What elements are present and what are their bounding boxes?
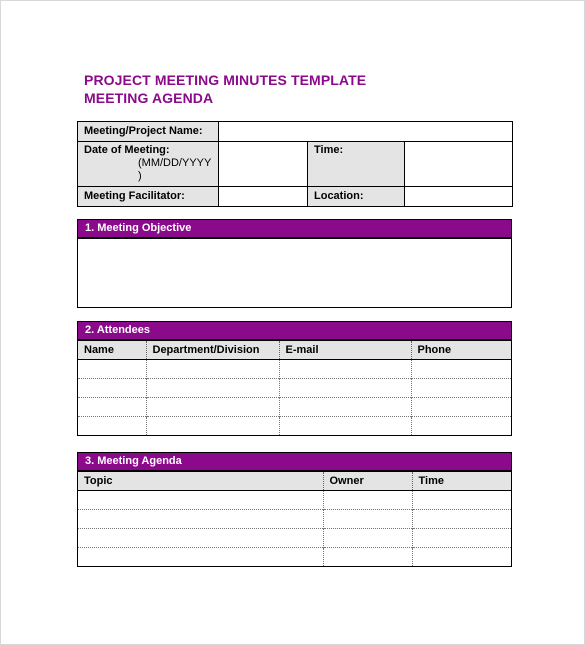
project-name-field[interactable]: [219, 122, 513, 142]
agenda-topic-cell[interactable]: [78, 529, 323, 548]
attendee-department-cell[interactable]: [146, 398, 279, 417]
agenda-owner-cell[interactable]: [323, 529, 412, 548]
table-row: [78, 529, 511, 548]
attendee-email-cell[interactable]: [279, 379, 411, 398]
objective-heading: 1. Meeting Objective: [78, 220, 511, 239]
objective-field[interactable]: [78, 239, 511, 305]
project-name-label: Meeting/Project Name:: [78, 122, 219, 142]
agenda-section: [77, 452, 512, 567]
attendees-heading: 2. Attendees: [78, 322, 511, 341]
attendee-phone-cell[interactable]: [411, 360, 511, 379]
time-label: Time:: [308, 142, 405, 187]
agenda-table: [78, 472, 511, 566]
attendee-name-cell[interactable]: [78, 398, 146, 417]
table-row: [78, 360, 511, 379]
agenda-topic-cell[interactable]: [78, 548, 323, 567]
agenda-owner-cell[interactable]: [323, 510, 412, 529]
attendees-col-name: Name: [78, 341, 146, 360]
attendee-email-cell[interactable]: [279, 417, 411, 436]
attendee-department-cell[interactable]: [146, 360, 279, 379]
agenda-owner-cell[interactable]: [323, 491, 412, 510]
agenda-topic-cell[interactable]: [78, 510, 323, 529]
agenda-time-cell[interactable]: [412, 491, 511, 510]
objective-section: [77, 219, 512, 308]
attendee-email-cell[interactable]: [279, 360, 411, 379]
agenda-col-topic: Topic: [78, 472, 323, 491]
meeting-info-table: [77, 121, 513, 207]
document-subtitle: MEETING AGENDA: [84, 90, 214, 106]
facilitator-field[interactable]: [219, 187, 308, 207]
table-row: [78, 379, 511, 398]
table-row: [78, 417, 511, 436]
date-label: Date of Meeting:: [84, 144, 170, 156]
table-row: [78, 398, 511, 417]
date-label-cell: [78, 142, 219, 187]
date-format-hint-close: ): [138, 170, 142, 182]
table-row: [78, 491, 511, 510]
attendees-col-phone: Phone: [411, 341, 511, 360]
attendees-col-email: E-mail: [279, 341, 411, 360]
attendees-table: [78, 341, 511, 435]
attendee-name-cell[interactable]: [78, 360, 146, 379]
time-field[interactable]: [405, 142, 513, 187]
attendee-name-cell[interactable]: [78, 379, 146, 398]
facilitator-label: Meeting Facilitator:: [78, 187, 219, 207]
attendees-section: [77, 321, 512, 436]
table-row: [78, 510, 511, 529]
agenda-col-time: Time: [412, 472, 511, 491]
agenda-col-owner: Owner: [323, 472, 412, 491]
date-format-hint: (MM/DD/YYYY: [138, 157, 212, 169]
attendees-col-department: Department/Division: [146, 341, 279, 360]
attendee-email-cell[interactable]: [279, 398, 411, 417]
document-title: PROJECT MEETING MINUTES TEMPLATE: [84, 72, 367, 88]
agenda-heading: 3. Meeting Agenda: [78, 453, 511, 472]
agenda-time-cell[interactable]: [412, 529, 511, 548]
attendee-department-cell[interactable]: [146, 379, 279, 398]
location-field[interactable]: [405, 187, 513, 207]
agenda-time-cell[interactable]: [412, 548, 511, 567]
attendee-name-cell[interactable]: [78, 417, 146, 436]
agenda-owner-cell[interactable]: [323, 548, 412, 567]
date-field[interactable]: [219, 142, 308, 187]
agenda-time-cell[interactable]: [412, 510, 511, 529]
attendee-phone-cell[interactable]: [411, 379, 511, 398]
attendee-phone-cell[interactable]: [411, 398, 511, 417]
attendee-department-cell[interactable]: [146, 417, 279, 436]
agenda-topic-cell[interactable]: [78, 491, 323, 510]
table-row: [78, 548, 511, 567]
attendee-phone-cell[interactable]: [411, 417, 511, 436]
location-label: Location:: [308, 187, 405, 207]
